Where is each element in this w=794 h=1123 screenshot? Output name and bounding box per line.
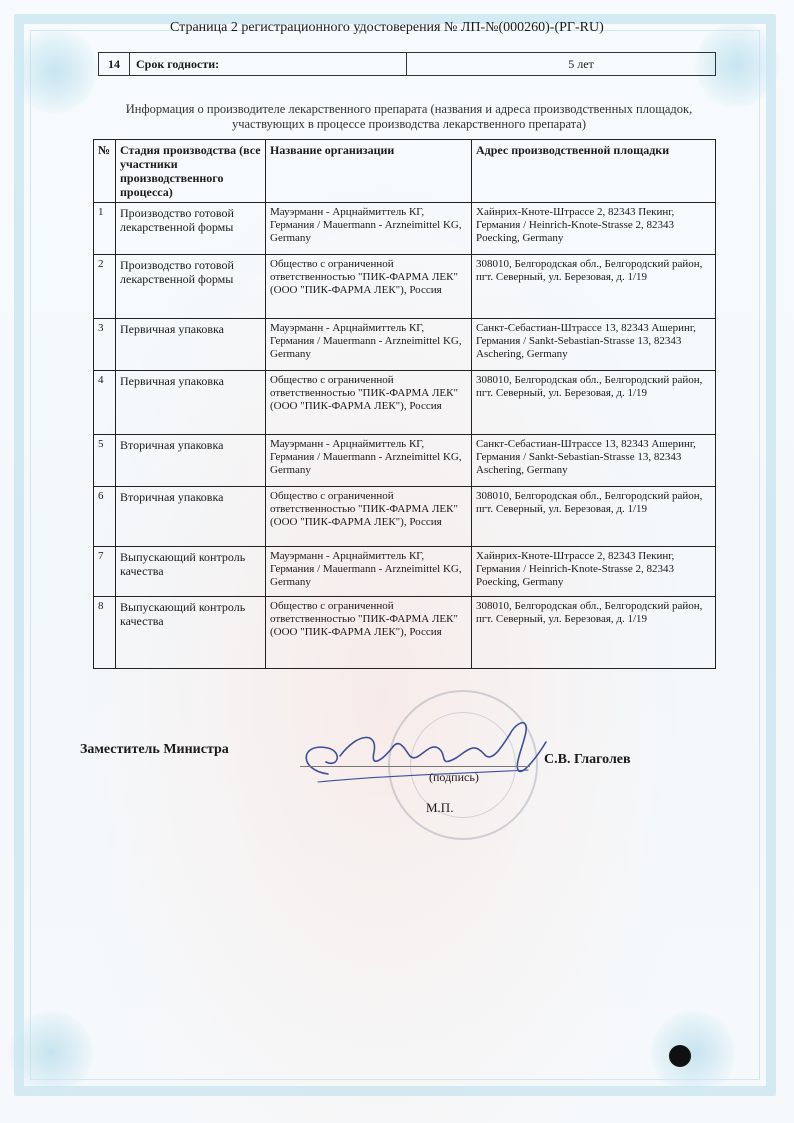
page-title: Страница 2 регистрационного удостоверения № ЛП-№(000260)-(РГ-RU) [170,20,604,35]
row-org: Общество с ограниченной ответственностью "ПИК-ФАРМА ЛЕК" (ООО "ПИК-ФАРМА ЛЕК"), Россия [266,255,472,319]
row-stage: Выпускающий контроль качества [116,597,266,669]
row-org: Мауэрманн - Арцнаймиттель КГ, Германия / Mauermann - Arzneimittel KG, Germany [266,203,472,255]
shelf-life-number: 14 [99,53,130,75]
table-row [94,597,716,669]
row-address: 308010, Белгородская обл., Белгородский район, пгт. Северный, ул. Березовая, д. 1/19 [472,487,716,547]
row-stage: Производство готовой лекарственной формы [116,255,266,319]
signature-line [300,766,530,767]
header-address: Адрес производственной площадки [472,140,716,203]
row-num: 8 [94,597,116,669]
signatory-position: Заместитель Министра [80,742,229,757]
row-stage: Производство готовой лекарственной формы [116,203,266,255]
row-num: 3 [94,319,116,371]
row-org: Мауэрманн - Арцнаймиттель КГ, Германия / Mauermann - Arzneimittel KG, Germany [266,547,472,597]
guilloche-rosette-icon [12,28,98,114]
stamp-place-label: М.П. [426,800,454,815]
row-stage: Вторичная упаковка [116,487,266,547]
table-row [94,435,716,487]
row-num: 2 [94,255,116,319]
table-row [94,255,716,319]
row-org: Общество с ограниченной ответственностью "ПИК-ФАРМА ЛЕК" (ООО "ПИК-ФАРМА ЛЕК"), Россия [266,371,472,435]
handwritten-signature-icon [288,712,558,792]
row-org: Общество с ограниченной ответственностью "ПИК-ФАРМА ЛЕК" (ООО "ПИК-ФАРМА ЛЕК"), Россия [266,597,472,669]
row-org: Общество с ограниченной ответственностью "ПИК-ФАРМА ЛЕК" (ООО "ПИК-ФАРМА ЛЕК"), Россия [266,487,472,547]
guilloche-rosette-icon [650,1010,736,1096]
row-num: 5 [94,435,116,487]
hole-punch-mark [669,1045,691,1067]
table-header-row [94,140,716,203]
signatory-name: С.В. Глаголев [544,752,631,767]
row-num: 7 [94,547,116,597]
row-address: Хайнрих-Кноте-Штрассе 2, 82343 Пекинг, Германия / Heinrich-Knote-Strasse 2, 82343 Poecking, Germany [472,203,716,255]
row-address: Хайнрих-Кноте-Штрассе 2, 82343 Пекинг, Германия / Heinrich-Knote-Strasse 2, 82343 Poecking, Germany [472,547,716,597]
shelf-life-row [98,52,716,76]
header-num: № [94,140,116,203]
table-row [94,371,716,435]
shelf-life-label: Срок годности: [130,53,407,75]
table-row [94,203,716,255]
row-num: 4 [94,371,116,435]
row-stage: Выпускающий контроль качества [116,547,266,597]
guilloche-rosette-icon [8,1010,94,1096]
row-num: 6 [94,487,116,547]
row-address: 308010, Белгородская обл., Белгородский район, пгт. Северный, ул. Березовая, д. 1/19 [472,597,716,669]
row-address: 308010, Белгородская обл., Белгородский район, пгт. Северный, ул. Березовая, д. 1/19 [472,371,716,435]
row-stage: Вторичная упаковка [116,435,266,487]
row-stage: Первичная упаковка [116,371,266,435]
table-row [94,547,716,597]
row-address: Санкт-Себастиан-Штрассе 13, 82343 Ашеринг, Германия / Sankt-Sebastian-Strasse 13, 82343 Aschering, Germany [472,319,716,371]
shelf-life-value: 5 лет [568,57,594,71]
manufacturer-info-caption: Информация о производителе лекарственного препарата (названия и адреса производственных площадок, участвующих в процессе производства лекарственного препарата) [125,102,693,131]
manufacturer-table [93,139,716,669]
row-num: 1 [94,203,116,255]
row-address: 308010, Белгородская обл., Белгородский район, пгт. Северный, ул. Березовая, д. 1/19 [472,255,716,319]
header-stage: Стадия производства (все участники производственного процесса) [116,140,266,203]
table-row [94,319,716,371]
row-address: Санкт-Себастиан-Штрассе 13, 82343 Ашеринг, Германия / Sankt-Sebastian-Strasse 13, 82343 Aschering, Germany [472,435,716,487]
row-stage: Первичная упаковка [116,319,266,371]
signature-caption: (подпись) [429,770,479,784]
row-org: Мауэрманн - Арцнаймиттель КГ, Германия / Mauermann - Arzneimittel KG, Germany [266,319,472,371]
table-row [94,487,716,547]
header-org: Название организации [266,140,472,203]
row-org: Мауэрманн - Арцнаймиттель КГ, Германия / Mauermann - Arzneimittel KG, Germany [266,435,472,487]
